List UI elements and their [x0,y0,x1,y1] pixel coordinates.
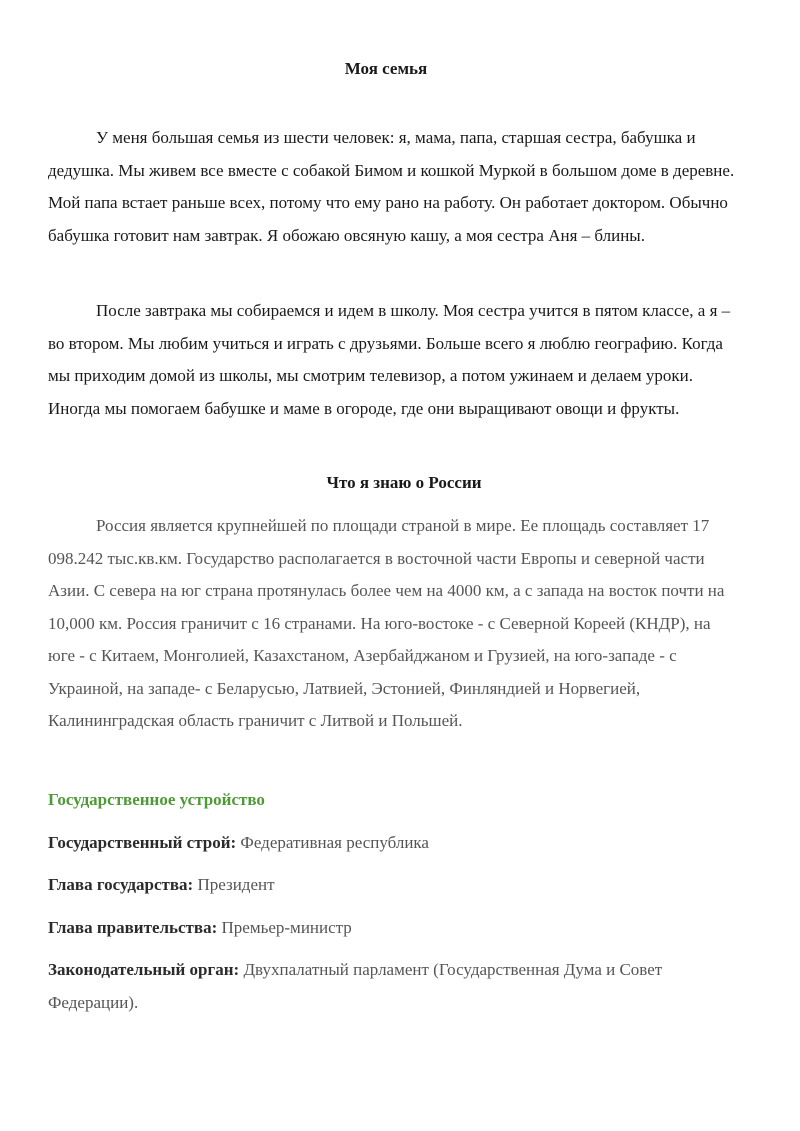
paragraph-family-2: После завтрака мы собираемся и идем в школу. Моя сестра учится в пятом классе, а я – во втором. Мы любим учиться и играть с друзьями. Больше всего я люблю географию. Когда мы приходим домой из школы, мы смотрим телевизор, а потом ужинаем и делаем уроки. Иногда мы помогаем бабушке и маме в огороде, где они выращивают овощи и фрукты. [48,301,731,418]
field-label: Государственный строй: [48,833,237,852]
paragraph-russia: Россия является крупнейшей по площади страной в мире. Ее площадь составляет 17 098.242 тыс.кв.км. Государство располагается в восточной части Европы и северной части Азии. С севера на юг страна протянулась более чем на 4000 км, а с запада на восток почти на 10,000 км. Россия граничит с 16 странами. На юго-востоке - с Северной Кореей (КНДР), на юге - с Китаем, Монголией, Казахстаном, Азербайджаном и Грузией, на юго-западе - с Украиной, на западе- с Беларусью, Латвией, Эстонией, Финляндией и Норвегией, Калининградская область граничит с Литвой и Польшей. [48,516,725,730]
field-head-of-state [48,869,728,902]
field-legislature [48,954,728,1019]
field-value: Федеративная республика [240,833,429,852]
field-label: Законодательный орган: [48,960,240,979]
field-value: Президент [197,875,275,894]
field-label: Глава государства: [48,875,194,894]
field-label: Глава правительства: [48,918,218,937]
title-about-russia: Что я знаю о России [326,473,482,492]
field-head-of-government [48,912,728,945]
field-value: Двухпалатный парламент (Государственная Дума и Совет Федерации). [48,960,663,1012]
section-heading-government: Государственное устройство [48,790,265,809]
paragraph-family-1: У меня большая семья из шести человек: я, мама, папа, старшая сестра, бабушка и дедушка. Мы живем все вместе с собакой Бимом и кошкой Муркой в большом доме в деревне. Мой папа встает раньше всех, потому что ему рано на работу. Он работает доктором. Обычно бабушка готовит нам завтрак. Я обожаю овсяную кашу, а моя сестра Аня – блины. [48,128,735,245]
field-value: Премьер-министр [221,918,352,937]
field-government-system [48,827,728,860]
title-my-family: Моя семья [344,59,428,78]
